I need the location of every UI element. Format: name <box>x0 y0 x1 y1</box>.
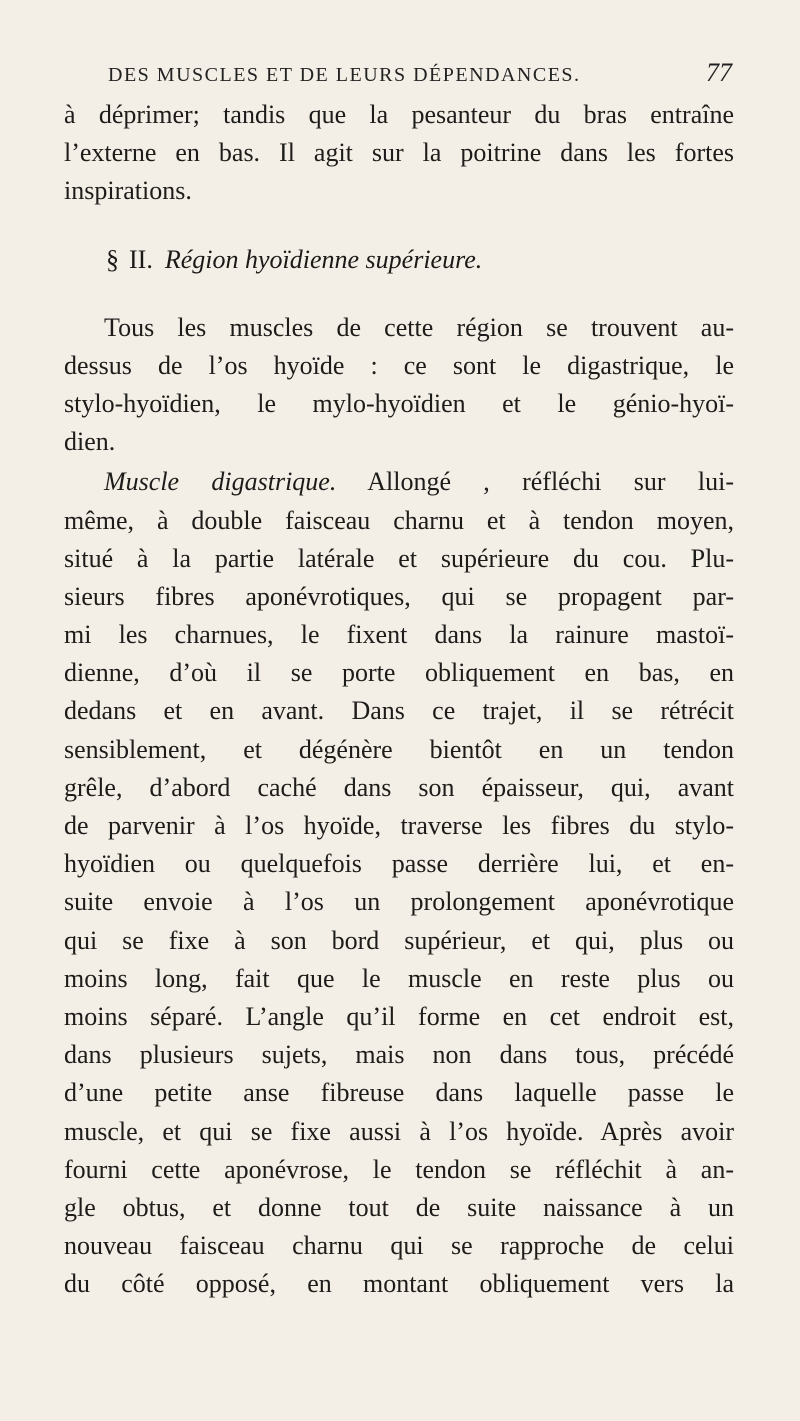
text-line: à déprimer; tandis que la pesanteur du bras entraîne <box>64 100 734 129</box>
running-head <box>108 58 732 94</box>
text-line: du côté opposé, en montant obliquement vers la <box>64 1269 734 1299</box>
text-line: d’une petite anse fibreuse dans laquelle passe le <box>64 1078 734 1108</box>
section-number: II. <box>129 244 153 274</box>
text-line: stylo-hyoïdien, le mylo-hyoïdien et le génio-hyoï- <box>64 388 734 418</box>
paragraph-3 <box>64 463 734 1303</box>
text-line: gle obtus, et donne tout de suite naissance à un <box>64 1192 734 1222</box>
text-line: qui se fixe à son bord supérieur, et qui, plus ou <box>64 925 734 955</box>
text-line-lead <box>64 463 734 501</box>
text-line: même, à double faisceau charnu et à tendon moyen, <box>64 505 734 535</box>
page-number: 77 <box>706 58 732 87</box>
section-title: Région hyoïdienne supérieure. <box>164 244 483 274</box>
text-line: dessus de l’os hyoïde : ce sont le digastrique, le <box>64 350 734 380</box>
text-line: hyoïdien ou quelquefois passe derrière lui, et en- <box>64 849 734 879</box>
section-heading <box>64 241 734 279</box>
text-line: fourni cette aponévrose, le tendon se réfléchit à an- <box>64 1154 734 1184</box>
lead-line-rest: Allongé , réfléchi sur lui- <box>336 467 734 497</box>
text-line: dienne, d’où il se porte obliquement en bas, en <box>64 658 734 688</box>
paragraph-2 <box>64 309 734 462</box>
paragraph-1 <box>64 96 734 211</box>
text-line: moins long, fait que le muscle en reste plus ou <box>64 963 734 993</box>
text-line: inspirations. <box>64 176 192 206</box>
text-line: sensiblement, et dégénère bientôt en un tendon <box>64 734 734 764</box>
text-line: l’externe en bas. Il agit sur la poitrine dans les fortes <box>64 138 734 168</box>
text-line: grêle, d’abord caché dans son épaisseur, qui, avant <box>64 772 734 802</box>
text-line: situé à la partie latérale et supérieure du cou. Plu- <box>64 543 734 573</box>
text-line: Tous les muscles de cette région se trouvent au- <box>104 312 734 342</box>
text-line: mi les charnues, le fixent dans la rainure mastoï- <box>64 620 734 650</box>
text-line: de parvenir à l’os hyoïde, traverse les fibres du stylo- <box>64 811 734 840</box>
muscle-name-italic: Muscle digastrique. <box>104 467 337 497</box>
text-line: suite envoie à l’os un prolongement aponévrotique <box>64 887 734 917</box>
text-line: nouveau faisceau charnu qui se rapproche de celui <box>64 1231 734 1261</box>
running-head-title: DES MUSCLES ET DE LEURS DÉPENDANCES. <box>108 64 581 86</box>
text-line: dien. <box>64 427 116 457</box>
text-line: muscle, et qui se fixe aussi à l’os hyoïde. Après avoir <box>64 1116 734 1146</box>
text-line: dedans et en avant. Dans ce trajet, il se rétrécit <box>64 696 734 726</box>
text-line: moins séparé. L’angle qu’il forme en cet endroit est, <box>64 1001 734 1031</box>
text-line: dans plusieurs sujets, mais non dans tous, précédé <box>64 1040 734 1070</box>
section-mark: § <box>106 244 119 274</box>
text-line: sieurs fibres aponévrotiques, qui se propagent par- <box>64 581 734 611</box>
